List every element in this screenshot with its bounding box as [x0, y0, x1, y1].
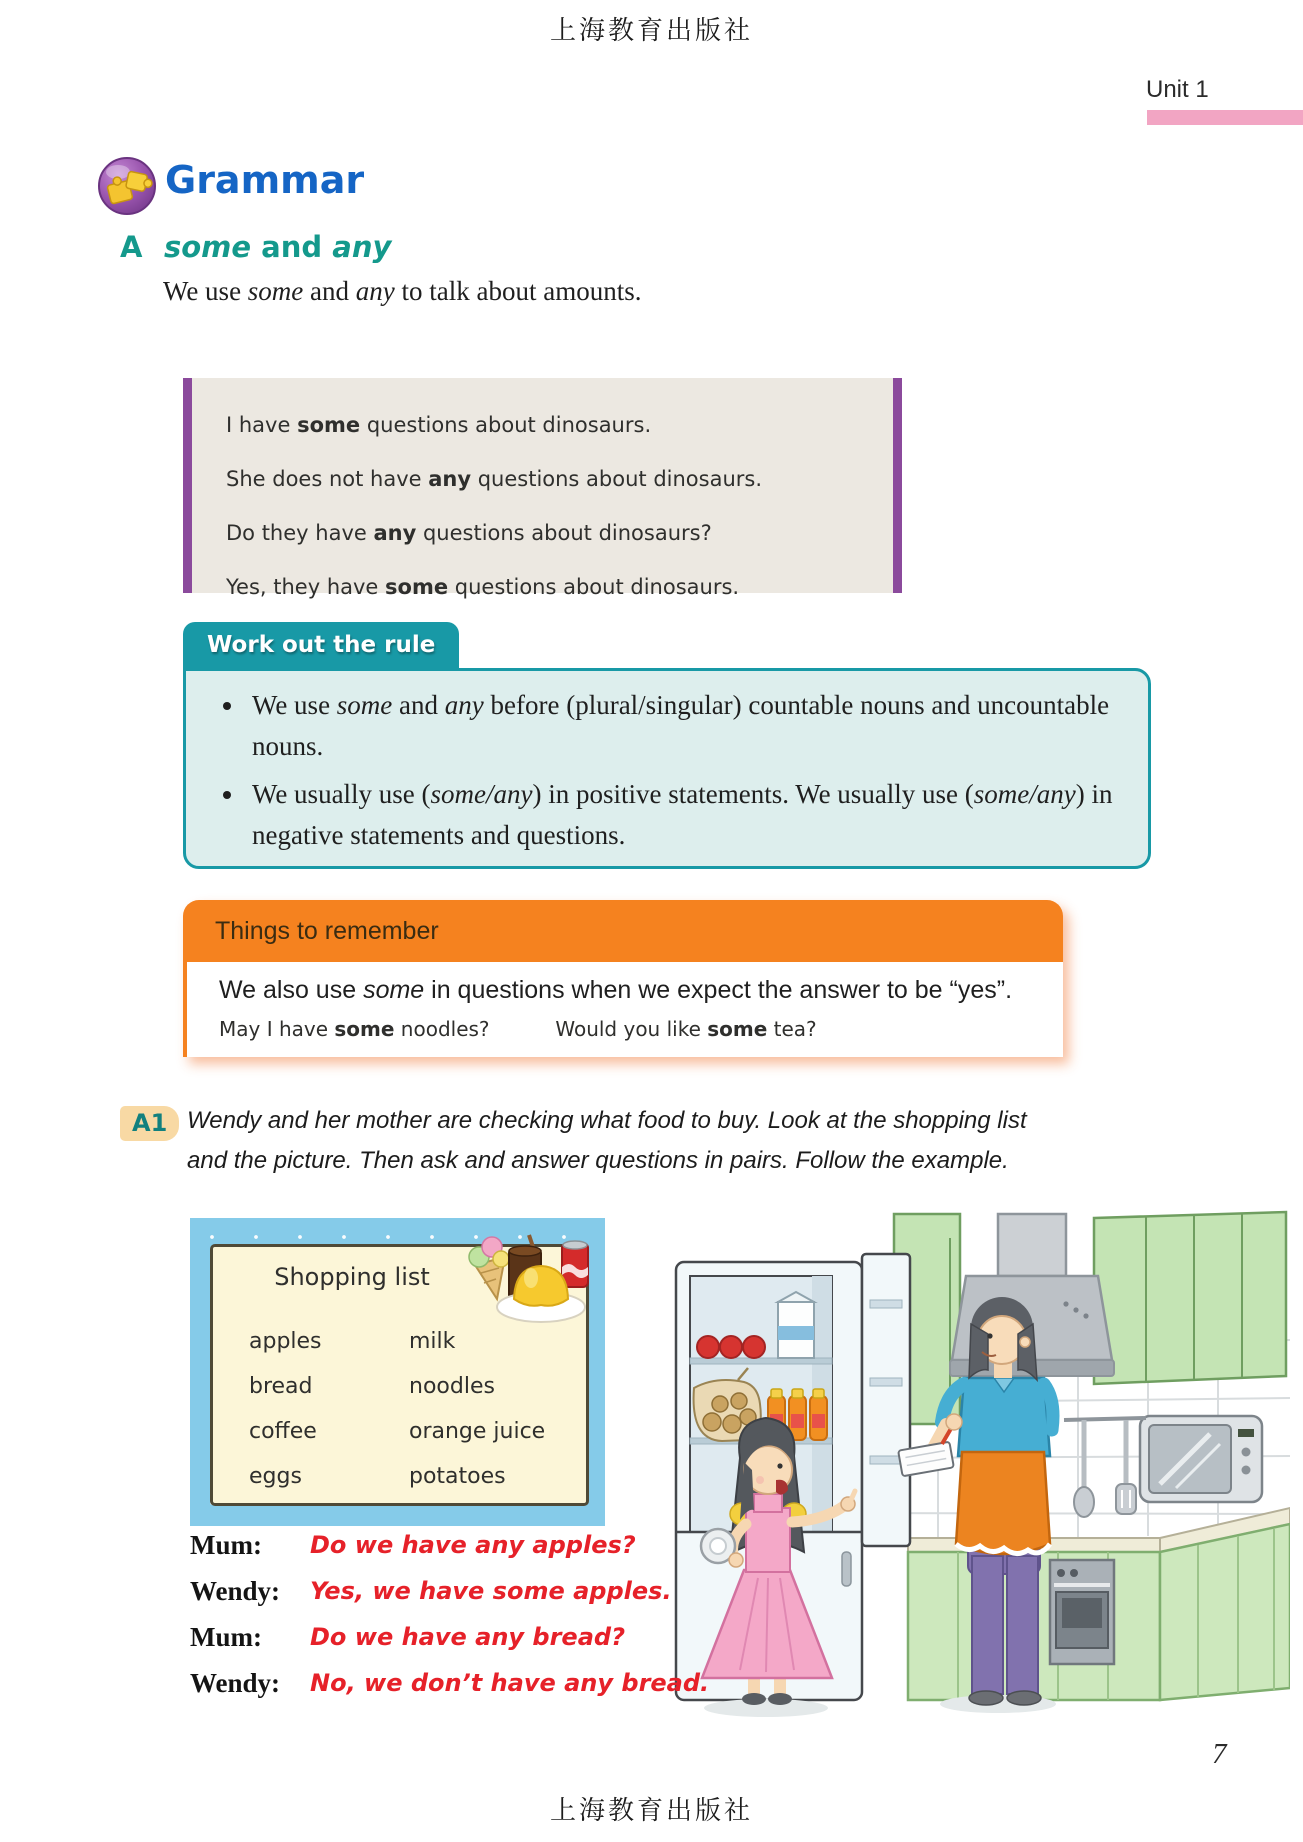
rule-list — [220, 685, 1130, 856]
rule-bullet: • We use some and any before (plural/singular) countable nouns and uncountable nouns. — [246, 685, 1130, 767]
cola-can-icon — [562, 1241, 588, 1287]
ice-cream-icon — [469, 1237, 509, 1299]
remember-note: We also use some in questions when we expect the answer to be “yes”. — [219, 976, 1013, 1004]
dialogue-line: Do we have any bread? — [310, 1623, 625, 1651]
food-icons — [459, 1233, 594, 1325]
rule-bullet: • We usually use (some/any) in positive statements. We usually use (some/any) in negative statements and questions. — [246, 774, 1130, 856]
dialogue-speaker: Mum: — [190, 1621, 262, 1652]
dialogue-row — [190, 1522, 709, 1568]
things-to-remember-body — [183, 962, 1063, 1057]
grammar-heading: Grammar — [165, 158, 365, 202]
rule-box — [183, 668, 1151, 869]
things-to-remember-title: Things to remember — [215, 916, 439, 945]
rule-badge: Work out the rule — [183, 622, 459, 669]
shopping-item: milk — [409, 1329, 456, 1354]
shopping-list-box — [190, 1218, 605, 1526]
example-sentence: Do they have any questions about dinosaurs? — [226, 521, 712, 545]
fridge-apples — [697, 1336, 765, 1358]
shopping-item: eggs — [249, 1464, 302, 1489]
page-number: 7 — [1212, 1738, 1227, 1770]
microwave — [1140, 1416, 1262, 1502]
publisher-footer: 上海教育出版社 — [549, 1796, 753, 1825]
utensils — [1064, 1418, 1146, 1517]
shopping-item: orange juice — [409, 1419, 546, 1444]
dialogue-line: No, we don’t have any bread. — [310, 1669, 710, 1697]
dialogue-speaker: Wendy: — [190, 1667, 281, 1698]
exercise-a1-badge: A1 — [120, 1106, 179, 1141]
section-title: some and any — [164, 230, 392, 264]
shopping-list-title: Shopping list — [274, 1263, 430, 1291]
shopping-item: apples — [249, 1329, 322, 1354]
section-intro: We use some and any to talk about amounts. — [163, 276, 642, 306]
puzzle-icon — [97, 156, 157, 216]
example-box — [183, 378, 902, 599]
shopping-item: bread — [249, 1374, 313, 1399]
example-sentence: Yes, they have some questions about dinosaurs. — [226, 575, 740, 599]
dialogue-row — [190, 1568, 709, 1614]
example-sentence: I have some questions about dinosaurs. — [226, 413, 652, 437]
example-box-left-bar — [183, 378, 192, 593]
unit-pink-bar — [1147, 110, 1303, 125]
remember-question: Would you like some tea? — [555, 1017, 817, 1041]
dialogue-line: Do we have any apples? — [310, 1531, 636, 1559]
dialogue-row — [190, 1660, 709, 1706]
example-sentence: She does not have any questions about dinosaurs. — [226, 467, 763, 491]
exercise-a1-instruction — [187, 1101, 1027, 1181]
instruction-line: and the picture. Then ask and answer questions in pairs. Follow the example. — [187, 1147, 1009, 1174]
things-to-remember-box — [183, 900, 1063, 1057]
example-box-right-bar — [893, 378, 902, 593]
shopping-list-card — [210, 1244, 589, 1506]
shopping-items-left — [249, 1319, 409, 1499]
instruction-line: Wendy and her mother are checking what food to buy. Look at the shopping list — [187, 1107, 1027, 1134]
shopping-items-right — [409, 1319, 579, 1499]
fridge-milk-carton — [778, 1292, 814, 1358]
shopping-item: coffee — [249, 1419, 317, 1444]
things-to-remember-header — [183, 900, 1063, 962]
remember-example-questions — [219, 1017, 1053, 1041]
shopping-items — [249, 1319, 579, 1499]
dialogue-speaker: Mum: — [190, 1529, 262, 1560]
oven — [1050, 1560, 1114, 1664]
remember-question: May I have some noodles? — [219, 1017, 490, 1041]
dialogue-line: Yes, we have some apples. — [310, 1577, 672, 1605]
shopping-item: noodles — [409, 1374, 495, 1399]
section-letter: A — [120, 230, 143, 264]
shopping-item: potatoes — [409, 1464, 506, 1489]
dialogue-row — [190, 1614, 709, 1660]
dialogue-speaker: Wendy: — [190, 1575, 281, 1606]
dialogue — [190, 1522, 709, 1706]
unit-label: Unit 1 — [1146, 76, 1209, 103]
publisher-header: 上海教育出版社 — [549, 16, 753, 45]
example-sentences — [226, 398, 762, 614]
